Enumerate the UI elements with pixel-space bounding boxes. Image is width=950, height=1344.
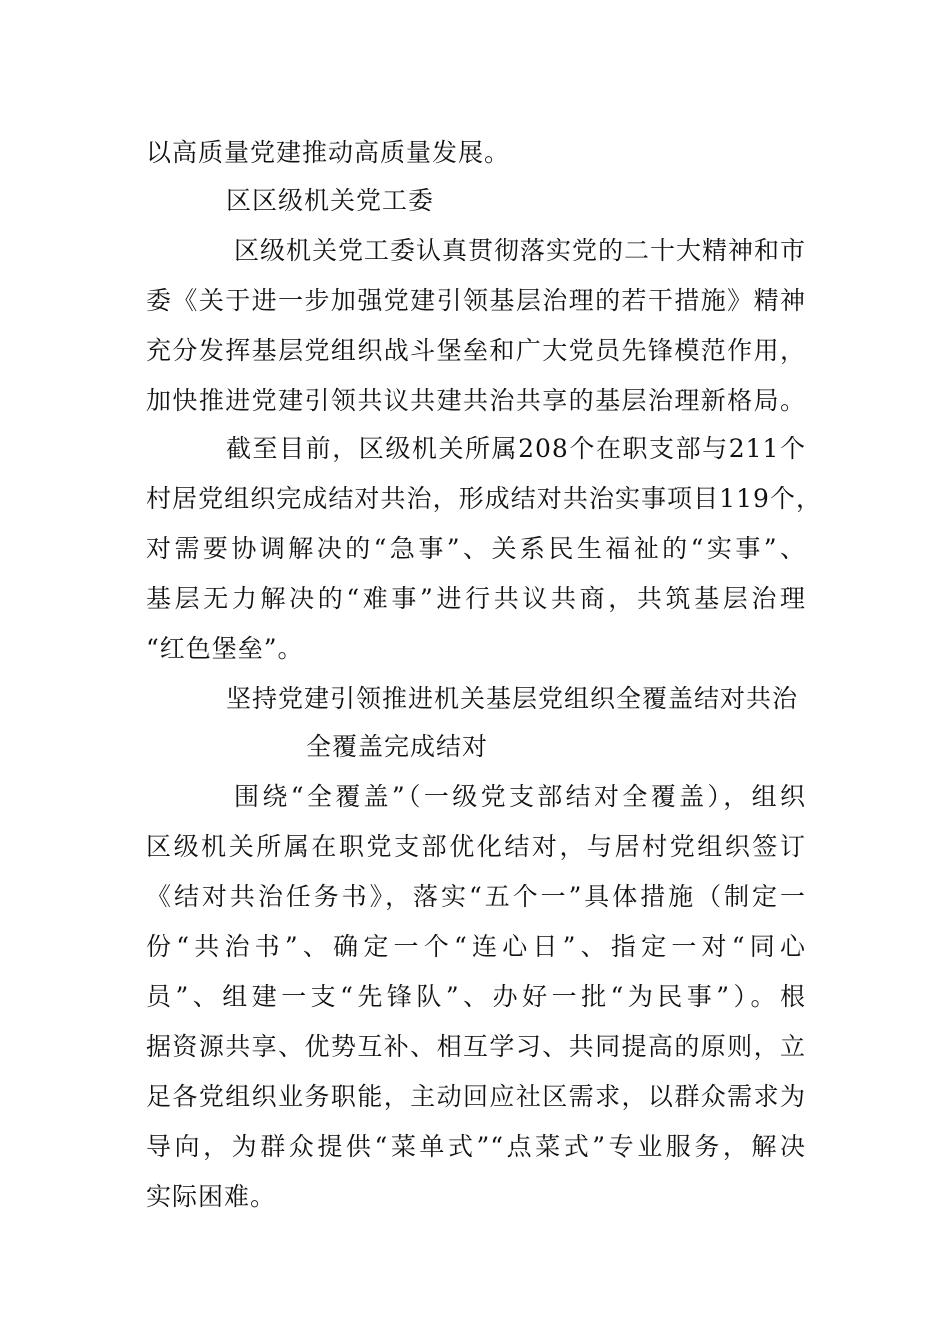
text-line: 据资源共享、优势互补、相互学习、共同提高的原则，立	[146, 1032, 806, 1061]
text-line: 《结对共治任务书》，落实“五个一”具体措施（制定一	[146, 882, 806, 911]
section-title: 坚持党建引领推进机关基层党组织全覆盖结对共治	[226, 684, 799, 713]
text-line: 导向，为群众提供“菜单式”“点菜式”专业服务，解决	[146, 1132, 806, 1161]
subsection-title: 全覆盖完成结对	[306, 732, 489, 761]
text-line: 围绕“全覆盖”（一级党支部结对全覆盖），组织	[234, 782, 806, 811]
text-line: 委《关于进一步加强党建引领基层治理的若干措施》精神	[146, 286, 806, 315]
text-line: 实际困难。	[146, 1182, 277, 1211]
text-line: 基层无力解决的“难事”进行共议共商，共筑基层治理	[146, 584, 806, 613]
text-line: 截至目前，区级机关所属208个在职支部与211个	[226, 434, 806, 463]
text-line: 员”、组建一支“先锋队”、办好一批“为民事”）。根	[146, 982, 806, 1011]
text-line: “红色堡垒”。	[146, 634, 304, 663]
text-line: 村居党组织完成结对共治，形成结对共治实事项目119个，	[146, 484, 822, 513]
text-line: 份“共治书”、确定一个“连心日”、指定一对“同心	[146, 932, 806, 961]
text-line: 加快推进党建引领共议共建共治共享的基层治理新格局。	[146, 386, 806, 415]
text-line: 以高质量党建推动高质量发展。	[146, 138, 511, 167]
text-line: 区级机关所属在职党支部优化结对，与居村党组织签订	[146, 832, 806, 861]
section-title: 区区级机关党工委	[226, 186, 435, 215]
text-line: 区级机关党工委认真贯彻落实党的二十大精神和市	[234, 236, 807, 265]
text-line: 足各党组织业务职能，主动回应社区需求，以群众需求为	[146, 1082, 806, 1111]
text-line: 充分发挥基层党组织战斗堡垒和广大党员先锋模范作用，	[146, 336, 806, 365]
text-line: 对需要协调解决的“急事”、关系民生福祉的“实事”、	[146, 534, 806, 563]
